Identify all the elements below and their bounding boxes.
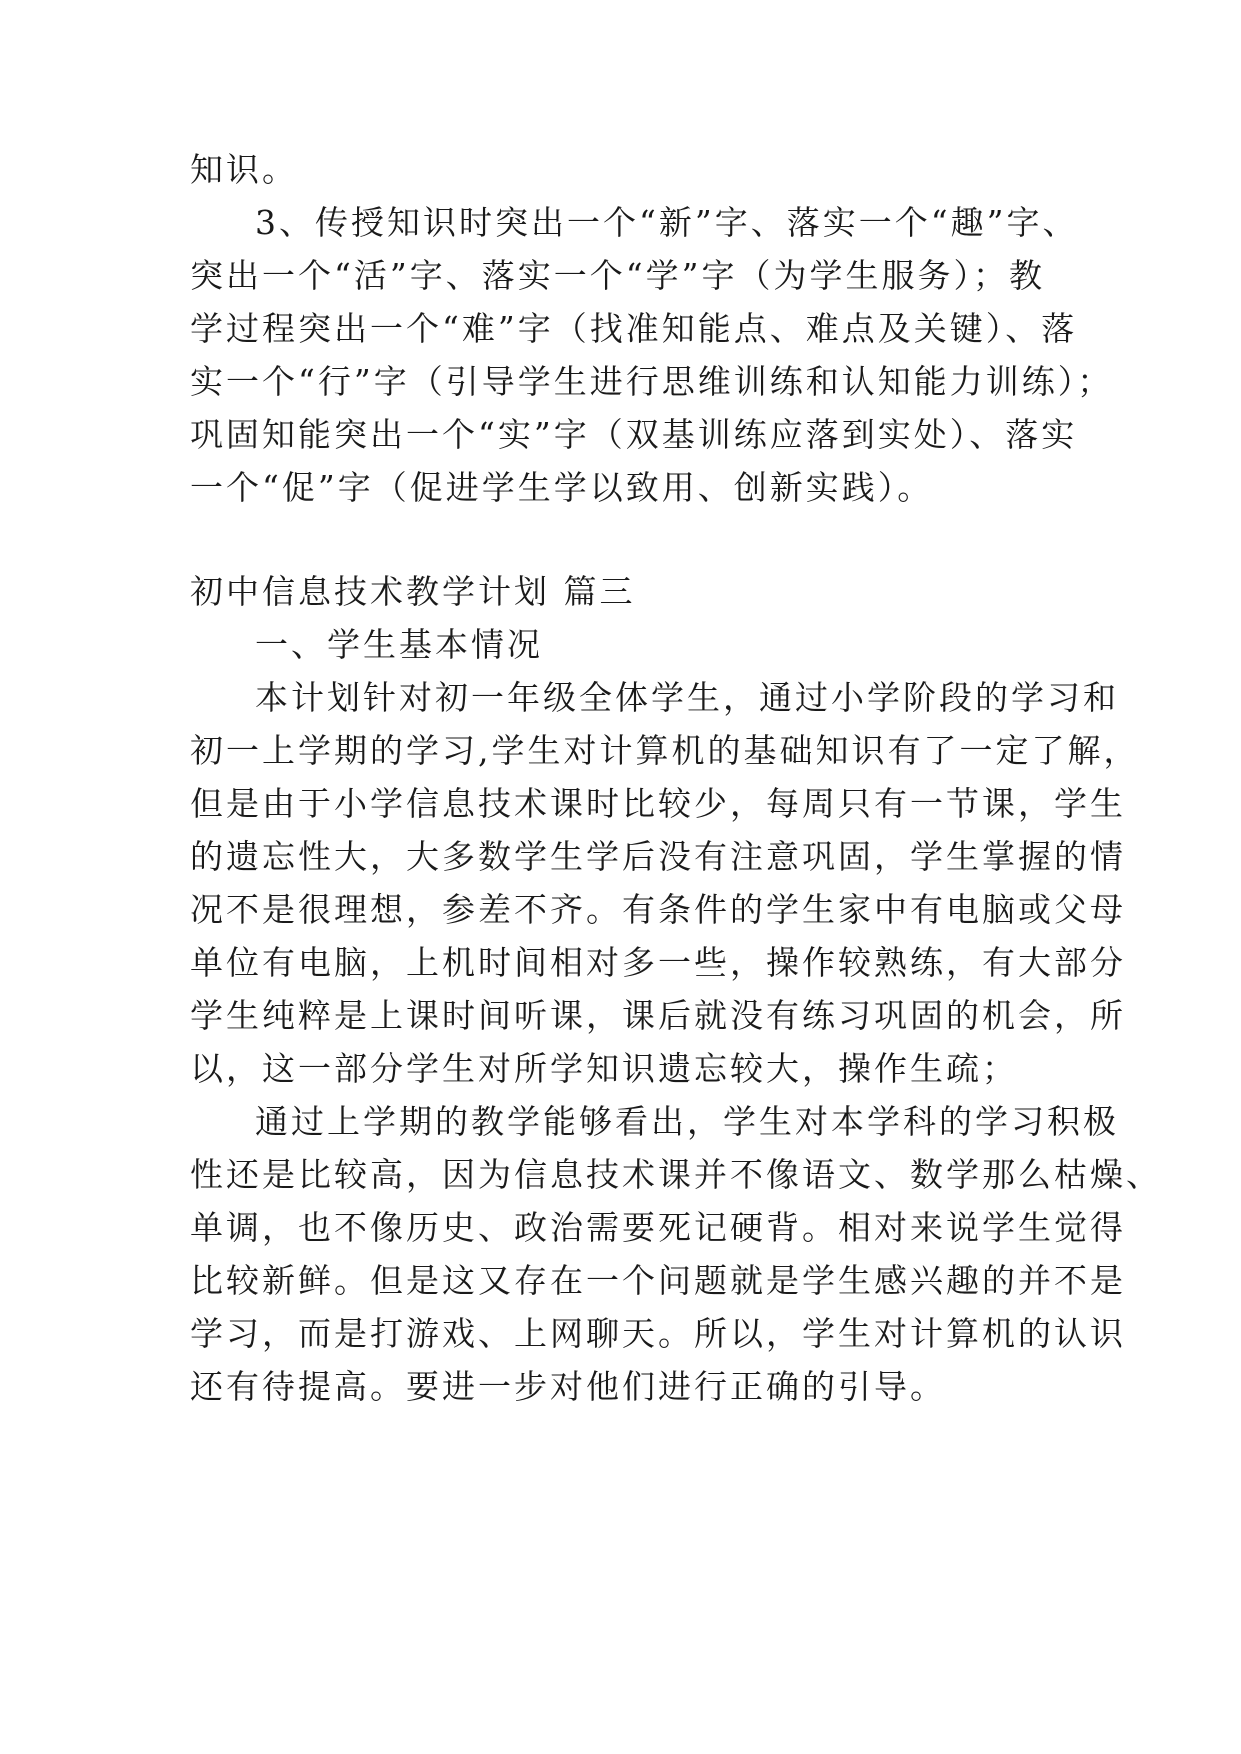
text-line: 单位有电脑，上机时间相对多一些，操作较熟练，有大部分	[190, 943, 1126, 982]
section-heading: 初中信息技术教学计划 篇三	[190, 572, 636, 611]
text-line: 巩固知能突出一个“实”字（双基训练应落到实处）、落实	[190, 415, 1078, 454]
text-line: 况不是很理想，参差不齐。有条件的学生家中有电脑或父母	[190, 890, 1126, 929]
text-line: 一个“促”字（促进学生学以致用、创新实践）。	[190, 468, 934, 507]
text-line: 但是由于小学信息技术课时比较少，每周只有一节课，学生	[190, 784, 1126, 823]
text-line: 初一上学期的学习,学生对计算机的基础知识有了一定了解，	[190, 731, 1140, 770]
text-line: 以，这一部分学生对所学知识遗忘较大，操作生疏；	[190, 1049, 1018, 1088]
text-line: 性还是比较高，因为信息技术课并不像语文、数学那么枯燥、	[190, 1155, 1162, 1194]
text-line: 学习，而是打游戏、上网聊天。所以，学生对计算机的认识	[190, 1314, 1126, 1353]
text-line: 学过程突出一个“难”字（找准知能点、难点及关键）、落	[190, 309, 1078, 348]
text-line: 通过上学期的教学能够看出，学生对本学科的学习积极	[255, 1102, 1119, 1141]
text-line: 单调，也不像历史、政治需要死记硬背。相对来说学生觉得	[190, 1208, 1126, 1247]
text-line: 比较新鲜。但是这又存在一个问题就是学生感兴趣的并不是	[190, 1261, 1126, 1300]
text-line: 的遗忘性大，大多数学生学后没有注意巩固，学生掌握的情	[190, 837, 1126, 876]
text-line: 实一个“行”字（引导学生进行思维训练和认知能力训练）；	[190, 362, 1114, 401]
subsection-heading: 一、学生基本情况	[255, 625, 543, 664]
text-line: 知识。	[190, 150, 298, 189]
text-line: 3、传授知识时突出一个“新”字、落实一个“趣”字、	[255, 203, 1079, 242]
text-line: 学生纯粹是上课时间听课，课后就没有练习巩固的机会，所	[190, 996, 1126, 1035]
text-line: 本计划针对初一年级全体学生，通过小学阶段的学习和	[255, 678, 1119, 717]
text-line: 突出一个“活”字、落实一个“学”字（为学生服务）；教	[190, 256, 1045, 295]
text-line: 还有待提高。要进一步对他们进行正确的引导。	[190, 1367, 946, 1406]
